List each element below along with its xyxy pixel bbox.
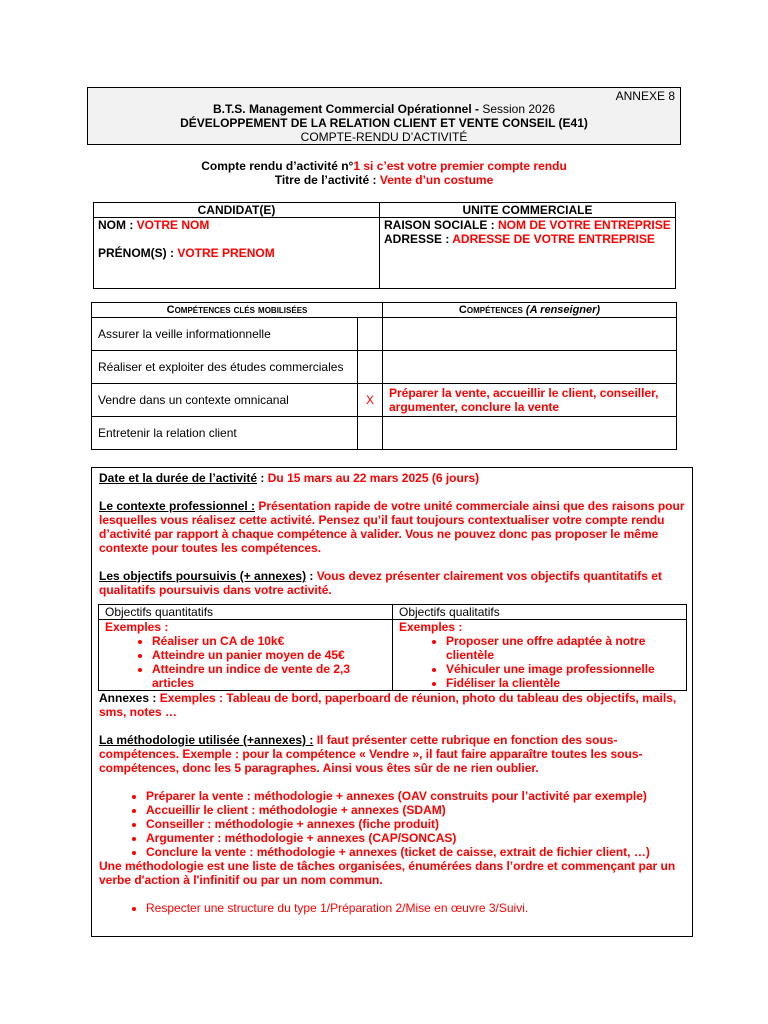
competences-table [91, 302, 677, 450]
contexte-label: Le contexte professionnel : [99, 499, 256, 513]
raison-sociale-label: RAISON SOCIALE : [384, 218, 499, 232]
competence-label: Assurer la veille informationnelle [92, 318, 358, 351]
bts-title-line [88, 102, 680, 116]
adresse-label: ADRESSE : [384, 232, 453, 246]
document-subtitle: COMPTE-RENDU D’ACTIVITÉ [300, 130, 468, 144]
raison-sociale-value: NOM DE VOTRE ENTREPRISE [498, 218, 671, 232]
date-label: Date et la durée de l’activité [99, 471, 258, 485]
competence-mark: X [358, 384, 383, 417]
methodologie-label: La méthodologie utilisée (+annexes) : [99, 733, 314, 747]
competence-detail [383, 417, 677, 450]
list-item: • Réaliser un CA de 10k€ [152, 634, 386, 648]
nom-value: VOTRE NOM [136, 218, 210, 232]
list-item: • Respecter une structure du type 1/Préparation 2/Mise en œuvre 3/Suivi. [146, 901, 685, 915]
activite-title-line [0, 173, 768, 187]
competence-label: Réaliser et exploiter des études commerciales [92, 351, 358, 384]
methodologie-value: Il faut présenter cette rubrique en fonction des sous-compétences. Exemple : pour la compétence « Vendre », il faut faire apparaître toutes les sous-compétences, donc les 5 paragraphes. Ainsi vous êtes sûr de ne rien oublier. [99, 733, 643, 775]
header-box [87, 87, 681, 145]
list-item: • Accueillir le client : méthodologie + annexes (SDAM) [146, 803, 685, 817]
qualitatifs-cell [393, 620, 687, 691]
epreuve-title: DÉVELOPPEMENT DE LA RELATION CLIENT ET VENTE CONSEIL (E41) [180, 116, 588, 130]
annexes-value: Exemples : Tableau de bord, paperboard de réunion, photo du tableau des objectifs, mails, sms, notes … [99, 691, 677, 719]
quantitatifs-header: Objectifs quantitatifs [99, 605, 393, 620]
compte-rendu-number-label: Compte rendu d’activité n° [201, 159, 354, 173]
list-item: • Proposer une offre adaptée à notre clientèle [446, 634, 680, 662]
raison-sociale-line [384, 218, 671, 232]
list-item: • Conseiller : méthodologie + annexes (fiche produit) [146, 817, 685, 831]
list-item: • Argumenter : méthodologie + annexes (CAP/SONCAS) [146, 831, 685, 845]
qualitatifs-list [399, 634, 680, 690]
annexes-section [99, 691, 685, 719]
competence-label: Vendre dans un contexte omnicanal [92, 384, 358, 417]
contexte-section [99, 499, 685, 555]
competence-detail: Préparer la vente, accueillir le client, conseiller, argumenter, conclure la vente [383, 384, 677, 417]
objectifs-table [98, 604, 687, 691]
competence-detail [383, 318, 677, 351]
contexte-value: Présentation rapide de votre unité commerciale ainsi que des raisons pour lesquelles vous réalisez cette activité. Pensez qu’il faut toujours contextualiser votre compte rendu d’activité par rapport à chaque compétence à valider. Vous ne pouvez donc pas proposer le même contexte pour toutes les compétences. [99, 499, 685, 555]
objectifs-label: Les objectifs poursuivis (+ annexes) [99, 569, 307, 583]
prenom-label: PRÉNOM(S) : [98, 246, 178, 260]
methodologie-list [99, 789, 685, 859]
list-item: • Atteindre un indice de vente de 2,3 articles [152, 662, 386, 690]
nom-label: NOM : [98, 218, 137, 232]
qualitatifs-exemples-label: Exemples : [399, 620, 463, 634]
compte-rendu-number-value: 1 si c’est votre premier compte rendu [353, 159, 567, 173]
competence-row [92, 417, 677, 450]
competence-row [92, 384, 677, 417]
list-item: • Conclure la vente : méthodologie + annexes (ticket de caisse, extrait de fichier client, …) [146, 845, 685, 859]
annexe-label: ANNEXE 8 [615, 89, 675, 103]
methodologie-section [99, 733, 685, 775]
unite-commerciale-cell [380, 218, 676, 289]
list-item: • Préparer la vente : méthodologie + annexes (OAV construits pour l’activité par exemple) [146, 789, 685, 803]
list-item: • Véhiculer une image professionnelle [446, 662, 680, 676]
competence-mark [358, 351, 383, 384]
competence-row [92, 318, 677, 351]
objectifs-section: Les objectifs poursuivis (+ annexes) : Vous devez présenter clairement vos objectifs quantitatifs et qualitatifs poursuivis dans votre activité. [99, 569, 662, 597]
quantitatifs-cell [99, 620, 393, 691]
prenom-line [98, 246, 375, 260]
list-item: • Fidéliser la clientèle [446, 676, 680, 690]
competence-mark [358, 318, 383, 351]
activite-details-box [91, 467, 693, 937]
date-section: Date et la durée de l’activité : Du 15 mars au 22 mars 2025 (6 jours) [99, 471, 480, 485]
candidat-table [93, 202, 676, 289]
annexes-label: Annexes : [99, 691, 160, 705]
candidat-header: CANDIDAT(E) [94, 203, 380, 218]
bts-title: B.T.S. Management Commercial Opérationnel - [212, 102, 479, 116]
date-value: Du 15 mars au 22 mars 2025 (6 jours) [267, 471, 480, 485]
competence-label: Entretenir la relation client [92, 417, 358, 450]
session-label: Session 2026 [479, 102, 556, 116]
candidat-cell [94, 218, 380, 289]
qualitatifs-header: Objectifs qualitatifs [393, 605, 687, 620]
objectifs-value: Vous devez présenter clairement vos objectifs quantitatifs et qualitatifs poursuivis dans votre activité. [99, 569, 662, 597]
competence-row [92, 351, 677, 384]
methodologie-definition: Une méthodologie est une liste de tâches organisées, énumérées dans l’ordre et commençant par un verbe d'action à l'infinitif ou par un nom commun. [99, 859, 676, 887]
quantitatifs-list [105, 634, 386, 690]
adresse-value: ADRESSE DE VOTRE ENTREPRISE [452, 232, 655, 246]
unite-commerciale-header: UNITE COMMERCIALE [380, 203, 676, 218]
activite-title-value: Vente d’un costume [379, 173, 494, 187]
competences-detail-header: Compétences (A renseigner) [383, 303, 677, 318]
prenom-value: VOTRE PRENOM [177, 246, 275, 260]
list-item: • Atteindre un panier moyen de 45€ [152, 648, 386, 662]
competence-detail [383, 351, 677, 384]
compte-rendu-heading [0, 159, 768, 187]
nom-line [98, 218, 375, 232]
adresse-line [384, 232, 671, 246]
competence-mark [358, 417, 383, 450]
competences-cles-header: Compétences clés mobilisées [92, 303, 383, 318]
structure-list [99, 901, 685, 915]
compte-rendu-number-line [0, 159, 768, 173]
activite-title-label: Titre de l’activité : [274, 173, 380, 187]
quantitatifs-exemples-label: Exemples : [105, 620, 169, 634]
